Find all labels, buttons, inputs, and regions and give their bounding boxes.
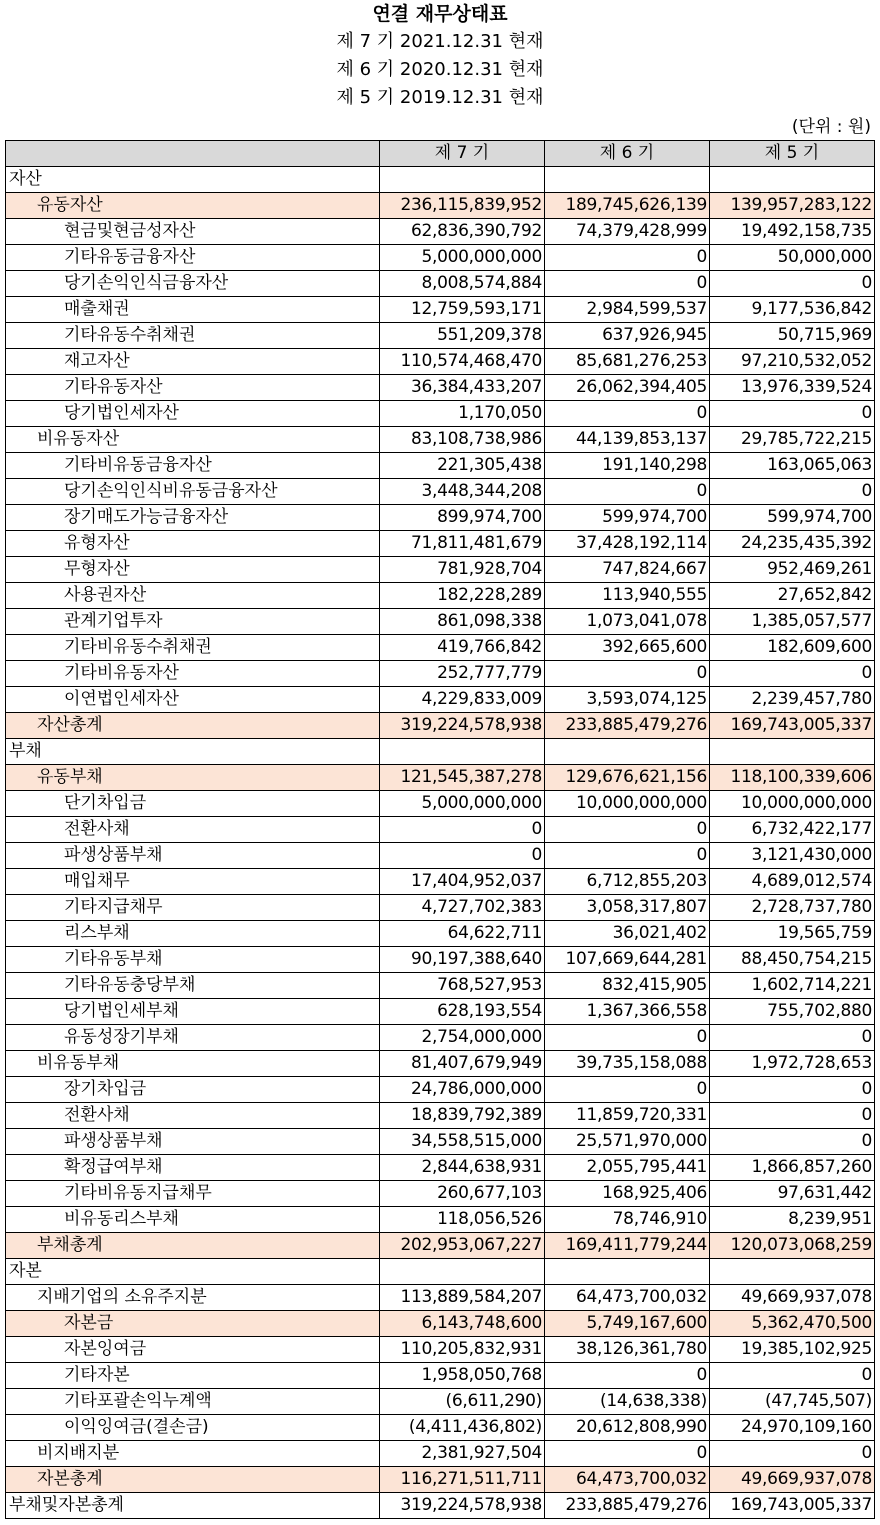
table-row [6, 479, 875, 505]
table-row [6, 531, 875, 557]
value-cell-period-6: 0 [545, 817, 710, 843]
value-cell-period-7: 62,836,390,792 [380, 219, 545, 245]
table-row [6, 869, 875, 895]
value-cell-period-6: 0 [545, 1441, 710, 1467]
value-cell-period-7: 3,448,344,208 [380, 479, 545, 505]
value-cell-period-5: 0 [710, 479, 875, 505]
table-row [6, 1441, 875, 1467]
account-label: 유동부채 [6, 765, 380, 791]
value-cell-period-5: 0 [710, 271, 875, 297]
value-cell-period-7: 182,228,289 [380, 583, 545, 609]
value-cell-period-7: 36,384,433,207 [380, 375, 545, 401]
value-cell-period-6: 0 [545, 479, 710, 505]
value-cell-period-7 [380, 167, 545, 193]
table-row [6, 1311, 875, 1337]
account-label: 기타유동금융자산 [6, 245, 380, 271]
table-header-row [6, 141, 875, 167]
table-row [6, 609, 875, 635]
value-cell-period-6: 3,058,317,807 [545, 895, 710, 921]
account-label: 리스부채 [6, 921, 380, 947]
value-cell-period-5: 1,866,857,260 [710, 1155, 875, 1181]
value-cell-period-6: 637,926,945 [545, 323, 710, 349]
value-cell-period-7: 319,224,578,938 [380, 713, 545, 739]
table-row [6, 453, 875, 479]
table-row [6, 323, 875, 349]
value-cell-period-7: 81,407,679,949 [380, 1051, 545, 1077]
table-row [6, 661, 875, 687]
value-cell-period-7: 319,224,578,938 [380, 1493, 545, 1519]
value-cell-period-5: 8,239,951 [710, 1207, 875, 1233]
value-cell-period-7: 419,766,842 [380, 635, 545, 661]
value-cell-period-5: 19,565,759 [710, 921, 875, 947]
value-cell-period-5: 1,602,714,221 [710, 973, 875, 999]
value-cell-period-5: 13,976,339,524 [710, 375, 875, 401]
value-cell-period-6 [545, 739, 710, 765]
value-cell-period-5 [710, 739, 875, 765]
value-cell-period-6: 129,676,621,156 [545, 765, 710, 791]
table-row [6, 1103, 875, 1129]
value-cell-period-5: 50,000,000 [710, 245, 875, 271]
value-cell-period-6: 36,021,402 [545, 921, 710, 947]
account-label: 기타포괄손익누계액 [6, 1389, 380, 1415]
value-cell-period-5: 3,121,430,000 [710, 843, 875, 869]
value-cell-period-5: 5,362,470,500 [710, 1311, 875, 1337]
table-row [6, 1285, 875, 1311]
value-cell-period-5: 19,385,102,925 [710, 1337, 875, 1363]
account-label: 현금및현금성자산 [6, 219, 380, 245]
value-cell-period-6: 25,571,970,000 [545, 1129, 710, 1155]
value-cell-period-6: 0 [545, 401, 710, 427]
value-cell-period-7: 2,754,000,000 [380, 1025, 545, 1051]
account-label: 기타비유동수취채권 [6, 635, 380, 661]
period-line-6: 제 6 기 2020.12.31 현재 [336, 59, 544, 80]
value-cell-period-6: 1,073,041,078 [545, 609, 710, 635]
value-cell-period-6: 26,062,394,405 [545, 375, 710, 401]
table-row [6, 557, 875, 583]
value-cell-period-7: 252,777,779 [380, 661, 545, 687]
table-row [6, 583, 875, 609]
account-label: 비유동자산 [6, 427, 380, 453]
table-row [6, 791, 875, 817]
table-row [6, 1337, 875, 1363]
table-row [6, 1181, 875, 1207]
account-label: 자본금 [6, 1311, 380, 1337]
account-label: 전환사채 [6, 1103, 380, 1129]
account-label: 기타유동수취채권 [6, 323, 380, 349]
value-cell-period-5: 2,239,457,780 [710, 687, 875, 713]
value-cell-period-5: 49,669,937,078 [710, 1467, 875, 1493]
account-label: 장기매도가능금융자산 [6, 505, 380, 531]
value-cell-period-6: 64,473,700,032 [545, 1467, 710, 1493]
value-cell-period-5: 24,235,435,392 [710, 531, 875, 557]
table-row [6, 1051, 875, 1077]
header-period-6: 제 6 기 [545, 141, 710, 167]
account-label: 지배기업의 소유주지분 [6, 1285, 380, 1311]
balance-sheet-table [5, 140, 875, 1519]
value-cell-period-5: 169,743,005,337 [710, 713, 875, 739]
account-label: 비지배지분 [6, 1441, 380, 1467]
value-cell-period-7: 113,889,584,207 [380, 1285, 545, 1311]
account-label: 당기손익인식금융자산 [6, 271, 380, 297]
value-cell-period-6: 168,925,406 [545, 1181, 710, 1207]
value-cell-period-6: 1,367,366,558 [545, 999, 710, 1025]
value-cell-period-5: 755,702,880 [710, 999, 875, 1025]
value-cell-period-5: 19,492,158,735 [710, 219, 875, 245]
value-cell-period-7: 110,205,832,931 [380, 1337, 545, 1363]
table-row [6, 687, 875, 713]
table-row [6, 297, 875, 323]
table-row [6, 505, 875, 531]
value-cell-period-7: 861,098,338 [380, 609, 545, 635]
value-cell-period-7: 12,759,593,171 [380, 297, 545, 323]
value-cell-period-7: 768,527,953 [380, 973, 545, 999]
value-cell-period-5: 2,728,737,780 [710, 895, 875, 921]
value-cell-period-5: 599,974,700 [710, 505, 875, 531]
value-cell-period-5: 97,631,442 [710, 1181, 875, 1207]
value-cell-period-5: 97,210,532,052 [710, 349, 875, 375]
value-cell-period-6: 0 [545, 661, 710, 687]
header-account [6, 141, 380, 167]
value-cell-period-6: 11,859,720,331 [545, 1103, 710, 1129]
account-label: 자본잉여금 [6, 1337, 380, 1363]
value-cell-period-7: 6,143,748,600 [380, 1311, 545, 1337]
value-cell-period-7 [380, 1259, 545, 1285]
value-cell-period-7: 628,193,554 [380, 999, 545, 1025]
value-cell-period-6: 5,749,167,600 [545, 1311, 710, 1337]
account-label: 사용권자산 [6, 583, 380, 609]
value-cell-period-7: 1,170,050 [380, 401, 545, 427]
value-cell-period-6 [545, 1259, 710, 1285]
value-cell-period-6: 747,824,667 [545, 557, 710, 583]
account-label: 관계기업투자 [6, 609, 380, 635]
value-cell-period-6: 392,665,600 [545, 635, 710, 661]
value-cell-period-6: 0 [545, 843, 710, 869]
value-cell-period-5: 10,000,000,000 [710, 791, 875, 817]
value-cell-period-7: 4,229,833,009 [380, 687, 545, 713]
value-cell-period-7: 551,209,378 [380, 323, 545, 349]
table-row [6, 817, 875, 843]
account-label: 기타유동부채 [6, 947, 380, 973]
value-cell-period-6: 20,612,808,990 [545, 1415, 710, 1441]
table-row [6, 349, 875, 375]
value-cell-period-6: 78,746,910 [545, 1207, 710, 1233]
value-cell-period-5: 50,715,969 [710, 323, 875, 349]
value-cell-period-6: 233,885,479,276 [545, 713, 710, 739]
value-cell-period-6: 599,974,700 [545, 505, 710, 531]
value-cell-period-6: 37,428,192,114 [545, 531, 710, 557]
value-cell-period-7: 34,558,515,000 [380, 1129, 545, 1155]
value-cell-period-7: 781,928,704 [380, 557, 545, 583]
value-cell-period-7: 5,000,000,000 [380, 791, 545, 817]
account-label: 장기차입금 [6, 1077, 380, 1103]
value-cell-period-6: 10,000,000,000 [545, 791, 710, 817]
account-label: 확정급여부채 [6, 1155, 380, 1181]
account-label: 기타유동충당부채 [6, 973, 380, 999]
value-cell-period-5: 6,732,422,177 [710, 817, 875, 843]
account-label: 이익잉여금(결손금) [6, 1415, 380, 1441]
report-title: 연결 재무상태표 [372, 3, 508, 25]
value-cell-period-7: 5,000,000,000 [380, 245, 545, 271]
table-row [6, 1233, 875, 1259]
value-cell-period-5: 0 [710, 1103, 875, 1129]
table-row [6, 739, 875, 765]
table-row [6, 1363, 875, 1389]
account-label: 자산 [6, 167, 380, 193]
value-cell-period-7: 260,677,103 [380, 1181, 545, 1207]
table-row [6, 167, 875, 193]
table-body [6, 167, 875, 1519]
table-row [6, 271, 875, 297]
account-label: 무형자산 [6, 557, 380, 583]
value-cell-period-6: 2,055,795,441 [545, 1155, 710, 1181]
table-row [6, 843, 875, 869]
value-cell-period-5: 182,609,600 [710, 635, 875, 661]
value-cell-period-7: 202,953,067,227 [380, 1233, 545, 1259]
value-cell-period-6: 64,473,700,032 [545, 1285, 710, 1311]
value-cell-period-5: 24,970,109,160 [710, 1415, 875, 1441]
account-label: 비유동리스부채 [6, 1207, 380, 1233]
table-row [6, 219, 875, 245]
account-label: 파생상품부채 [6, 1129, 380, 1155]
account-label: 기타유동자산 [6, 375, 380, 401]
value-cell-period-7: 17,404,952,037 [380, 869, 545, 895]
table-row [6, 1493, 875, 1519]
value-cell-period-7: (4,411,436,802) [380, 1415, 545, 1441]
account-label: 당기법인세자산 [6, 401, 380, 427]
table-row [6, 245, 875, 271]
value-cell-period-6: 169,411,779,244 [545, 1233, 710, 1259]
account-label: 부채총계 [6, 1233, 380, 1259]
value-cell-period-5: 0 [710, 401, 875, 427]
table-row [6, 1129, 875, 1155]
value-cell-period-5: 0 [710, 1363, 875, 1389]
value-cell-period-5: 169,743,005,337 [710, 1493, 875, 1519]
table-row [6, 1207, 875, 1233]
report-header [0, 1, 880, 112]
value-cell-period-6: 113,940,555 [545, 583, 710, 609]
account-label: 전환사채 [6, 817, 380, 843]
table-row [6, 765, 875, 791]
value-cell-period-5: 0 [710, 1077, 875, 1103]
account-label: 매입채무 [6, 869, 380, 895]
account-label: 유동성장기부채 [6, 1025, 380, 1051]
value-cell-period-6: 0 [545, 1025, 710, 1051]
value-cell-period-5: 27,652,842 [710, 583, 875, 609]
value-cell-period-7: 2,844,638,931 [380, 1155, 545, 1181]
value-cell-period-6: 3,593,074,125 [545, 687, 710, 713]
value-cell-period-7: 4,727,702,383 [380, 895, 545, 921]
table-row [6, 401, 875, 427]
table-row [6, 1415, 875, 1441]
header-period-7: 제 7 기 [380, 141, 545, 167]
table-row [6, 1259, 875, 1285]
value-cell-period-5: 0 [710, 1441, 875, 1467]
value-cell-period-5: 952,469,261 [710, 557, 875, 583]
account-label: 기타비유동지급채무 [6, 1181, 380, 1207]
value-cell-period-5: 49,669,937,078 [710, 1285, 875, 1311]
value-cell-period-7: 121,545,387,278 [380, 765, 545, 791]
period-line-5: 제 5 기 2019.12.31 현재 [336, 87, 544, 108]
table-row [6, 1467, 875, 1493]
value-cell-period-6: 832,415,905 [545, 973, 710, 999]
account-label: 유형자산 [6, 531, 380, 557]
table-row [6, 1155, 875, 1181]
value-cell-period-5: (47,745,507) [710, 1389, 875, 1415]
value-cell-period-6: 74,379,428,999 [545, 219, 710, 245]
account-label: 부채및자본총계 [6, 1493, 380, 1519]
header-period-5: 제 5 기 [710, 141, 875, 167]
value-cell-period-7: 110,574,468,470 [380, 349, 545, 375]
value-cell-period-6: 0 [545, 271, 710, 297]
value-cell-period-6: 44,139,853,137 [545, 427, 710, 453]
value-cell-period-5: 118,100,339,606 [710, 765, 875, 791]
value-cell-period-5: 120,073,068,259 [710, 1233, 875, 1259]
value-cell-period-5: 4,689,012,574 [710, 869, 875, 895]
value-cell-period-7: 83,108,738,986 [380, 427, 545, 453]
account-label: 기타지급채무 [6, 895, 380, 921]
value-cell-period-7: 0 [380, 843, 545, 869]
value-cell-period-5: 1,385,057,577 [710, 609, 875, 635]
account-label: 파생상품부채 [6, 843, 380, 869]
value-cell-period-7: 8,008,574,884 [380, 271, 545, 297]
value-cell-period-6: 38,126,361,780 [545, 1337, 710, 1363]
value-cell-period-7: 899,974,700 [380, 505, 545, 531]
value-cell-period-7: 18,839,792,389 [380, 1103, 545, 1129]
table-row [6, 973, 875, 999]
value-cell-period-5: 0 [710, 1025, 875, 1051]
account-label: 이연법인세자산 [6, 687, 380, 713]
value-cell-period-6: 107,669,644,281 [545, 947, 710, 973]
value-cell-period-7: 1,958,050,768 [380, 1363, 545, 1389]
value-cell-period-6: 0 [545, 1363, 710, 1389]
account-label: 재고자산 [6, 349, 380, 375]
value-cell-period-6: 191,140,298 [545, 453, 710, 479]
value-cell-period-5: 29,785,722,215 [710, 427, 875, 453]
value-cell-period-6: 233,885,479,276 [545, 1493, 710, 1519]
value-cell-period-7: 64,622,711 [380, 921, 545, 947]
value-cell-period-6: 85,681,276,253 [545, 349, 710, 375]
value-cell-period-6: (14,638,338) [545, 1389, 710, 1415]
account-label: 기타비유동금융자산 [6, 453, 380, 479]
table-row [6, 947, 875, 973]
value-cell-period-5: 0 [710, 661, 875, 687]
value-cell-period-7: 71,811,481,679 [380, 531, 545, 557]
value-cell-period-7: 221,305,438 [380, 453, 545, 479]
account-label: 매출채권 [6, 297, 380, 323]
table-row [6, 635, 875, 661]
table-row [6, 895, 875, 921]
value-cell-period-7: 0 [380, 817, 545, 843]
value-cell-period-7: 2,381,927,504 [380, 1441, 545, 1467]
value-cell-period-7 [380, 739, 545, 765]
table-row [6, 427, 875, 453]
value-cell-period-5: 1,972,728,653 [710, 1051, 875, 1077]
value-cell-period-6: 0 [545, 1077, 710, 1103]
account-label: 비유동부채 [6, 1051, 380, 1077]
value-cell-period-5: 163,065,063 [710, 453, 875, 479]
value-cell-period-6: 189,745,626,139 [545, 193, 710, 219]
value-cell-period-7: 116,271,511,711 [380, 1467, 545, 1493]
account-label: 당기손익인식비유동금융자산 [6, 479, 380, 505]
value-cell-period-5: 0 [710, 1129, 875, 1155]
table-row [6, 375, 875, 401]
value-cell-period-7: 236,115,839,952 [380, 193, 545, 219]
value-cell-period-6: 6,712,855,203 [545, 869, 710, 895]
account-label: 자본총계 [6, 1467, 380, 1493]
period-line-7: 제 7 기 2021.12.31 현재 [336, 31, 544, 52]
value-cell-period-6 [545, 167, 710, 193]
account-label: 기타자본 [6, 1363, 380, 1389]
table-row [6, 193, 875, 219]
account-label: 부채 [6, 739, 380, 765]
table-row [6, 921, 875, 947]
table-row [6, 1389, 875, 1415]
account-label: 단기차입금 [6, 791, 380, 817]
table-row [6, 713, 875, 739]
value-cell-period-6: 2,984,599,537 [545, 297, 710, 323]
table-row [6, 999, 875, 1025]
account-label: 자산총계 [6, 713, 380, 739]
value-cell-period-5 [710, 167, 875, 193]
account-label: 유동자산 [6, 193, 380, 219]
value-cell-period-7: 118,056,526 [380, 1207, 545, 1233]
table-row [6, 1077, 875, 1103]
value-cell-period-7: 90,197,388,640 [380, 947, 545, 973]
value-cell-period-5 [710, 1259, 875, 1285]
table-row [6, 1025, 875, 1051]
unit-note: (단위 : 원) [791, 117, 871, 137]
account-label: 자본 [6, 1259, 380, 1285]
value-cell-period-7: (6,611,290) [380, 1389, 545, 1415]
account-label: 당기법인세부채 [6, 999, 380, 1025]
value-cell-period-6: 39,735,158,088 [545, 1051, 710, 1077]
value-cell-period-7: 24,786,000,000 [380, 1077, 545, 1103]
value-cell-period-6: 0 [545, 245, 710, 271]
value-cell-period-5: 88,450,754,215 [710, 947, 875, 973]
value-cell-period-5: 9,177,536,842 [710, 297, 875, 323]
value-cell-period-5: 139,957,283,122 [710, 193, 875, 219]
account-label: 기타비유동자산 [6, 661, 380, 687]
